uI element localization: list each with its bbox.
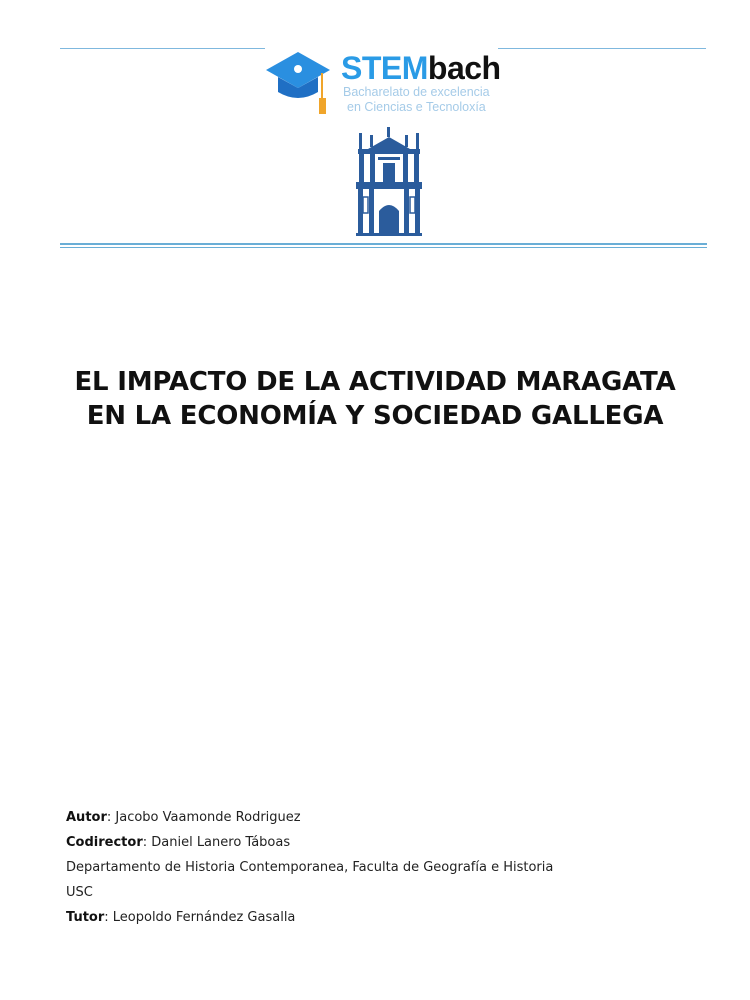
logo-subtitle-1: Bacharelato de excelencia bbox=[343, 85, 490, 99]
stembach-logo-text bbox=[341, 50, 501, 86]
header-rule-double-top bbox=[60, 243, 707, 245]
author-label: Autor bbox=[66, 810, 107, 825]
logo-subtitle-2: en Ciencias e Tecnoloxía bbox=[347, 100, 486, 114]
author-name: : Jacobo Vaamonde Rodriguez bbox=[106, 810, 301, 825]
university-building-icon bbox=[356, 127, 422, 237]
header-rule-left bbox=[60, 48, 265, 49]
graduation-cap-icon bbox=[264, 50, 332, 116]
credit-department: Departamento de Historia Contemporanea, Faculta de Geografía e Historia bbox=[66, 860, 554, 875]
header-rule-double-bottom bbox=[60, 247, 707, 248]
credit-author bbox=[66, 810, 301, 826]
codirector-name: : Daniel Lanero Táboas bbox=[142, 835, 291, 850]
credit-university: USC bbox=[66, 885, 93, 900]
document-title bbox=[0, 365, 750, 433]
header-rule-right bbox=[498, 48, 706, 49]
logo-stem: STEM bbox=[341, 50, 428, 86]
tutor-name: : Leopoldo Fernández Gasalla bbox=[104, 910, 296, 925]
codirector-label: Codirector bbox=[66, 835, 143, 850]
tutor-label: Tutor bbox=[66, 910, 105, 925]
title-line-1: EL IMPACTO DE LA ACTIVIDAD MARAGATA bbox=[74, 367, 676, 397]
logo-bach: bach bbox=[427, 50, 501, 86]
credit-codirector bbox=[66, 835, 290, 851]
credit-tutor bbox=[66, 910, 295, 926]
title-line-2: EN LA ECONOMÍA Y SOCIEDAD GALLEGA bbox=[86, 401, 664, 431]
